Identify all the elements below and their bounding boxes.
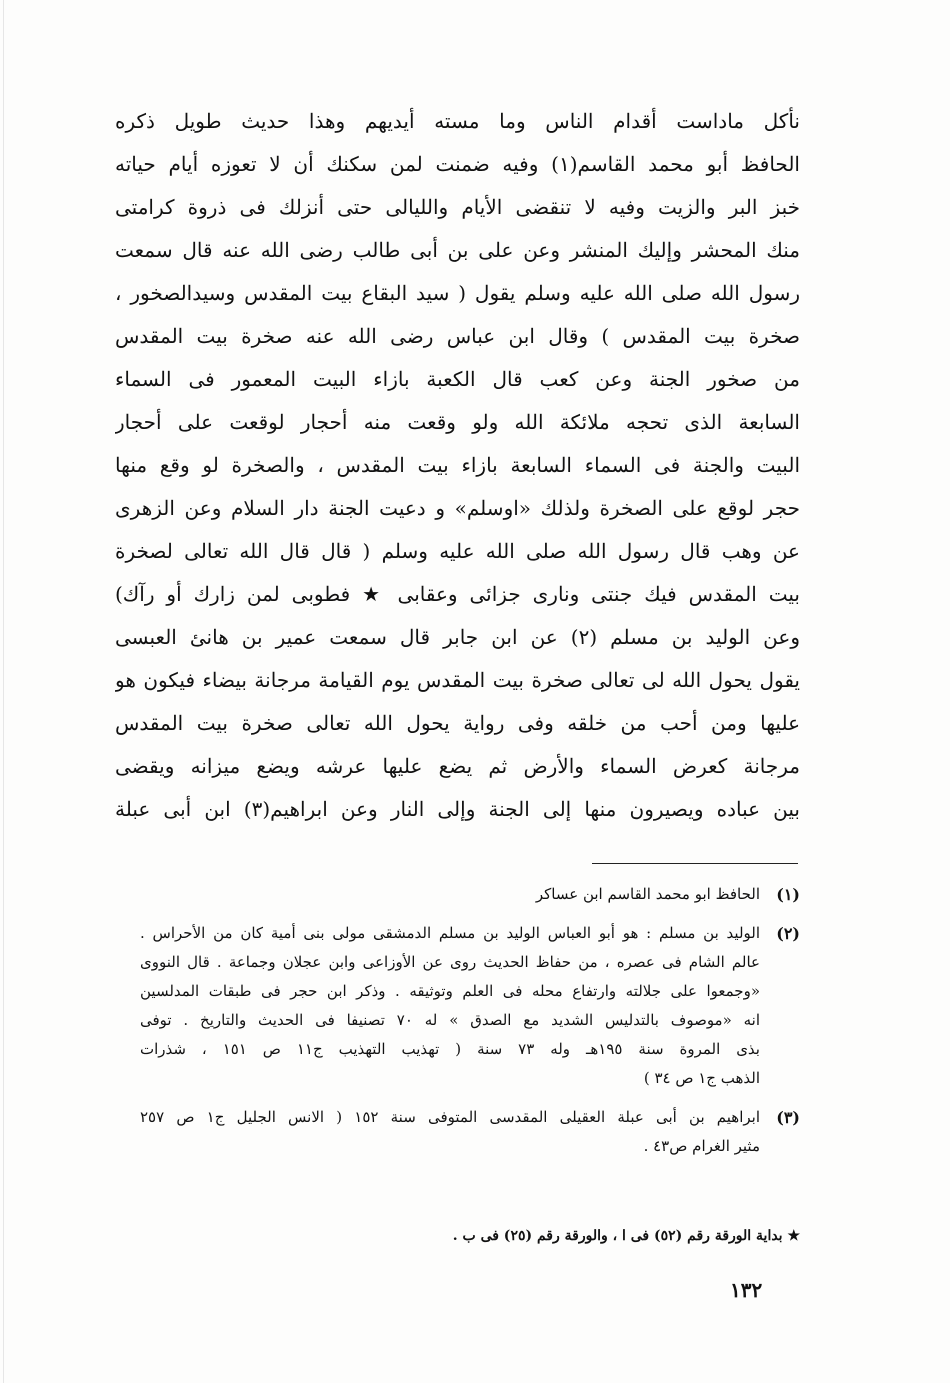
footnote-line: الوليد بن مسلم : هو أبو العباس الوليد بن مسلم الدمشقى مولى بنى أمية كان من الأحراس . (140, 924, 760, 942)
text-line: من صخور الجنة وعن كعب قال الكعبة بازاء البيت المعمور فى السماء (115, 367, 800, 391)
footnote-marker: (٣) (776, 1108, 800, 1127)
text-line: رسول الله صلى الله عليه وسلم يقول ( سيد البقاع بيت المقدس وسيدالصخور ، (115, 281, 800, 305)
text-line: الحافظ أبو محمد القاسم(١) وفيه ضمنت لمن سكنك أن لا تعوزه أيام حياته (115, 152, 800, 176)
footnote-3 (140, 1103, 800, 1161)
footnotes-block (140, 880, 800, 1171)
text-line: البيت والجنة فى السماء السابعة بازاء بيت المقدس ، والصخرة لو وقع منها (115, 453, 800, 477)
text-line: منك المحشر وإليك المنشر وعن على بن أبى طالب رضى الله عنه قال سمعت (115, 238, 800, 262)
text-line: بين عباده ويصيرون منها إلى الجنة وإلى النار وعن ابراهيم(٣) ابن أبى عبلة (115, 797, 800, 821)
footnote-line: بذى المروة سنة ١٩٥هـ وله ٧٣ سنة ( تهذيب التهذيب ج١١ ص ١٥١ ، شذرات (140, 1040, 760, 1058)
footnote-line: مثير الغرام ص٤٣ . (643, 1137, 760, 1155)
footnote-line: انه «موصوف بالتدليس الشديد مع الصدق » له ٧٠ تصنيفا فى الحديث والتاريخ . توفى (140, 1011, 760, 1029)
page-edge-shadow (3, 0, 4, 1383)
text-line: خبز البر والزيت وفيه لا تنقضى الأيام والليالى حتى أنزلك فى ذروة كرامتى (115, 195, 800, 219)
footnote-1 (140, 880, 800, 909)
main-text-block (115, 100, 800, 831)
footnote-separator-rule (592, 863, 798, 864)
text-line: نأكل ماداست أقدام الناس وما مسته أيديهم وهذا حديث طويل ذكره (115, 109, 800, 133)
text-line: مرجانة كعرض السماء والأرض ثم يضع عليها عرشه ويضع ميزانه ويقضى (115, 754, 800, 778)
text-line: يقول يحول الله لى تعالى صخرة بيت المقدس يوم القيامة مرجانة بيضاء فيكون هو (115, 668, 800, 692)
folio-note: ★ بداية الورقة رقم (٥٢) فى ا ، والورقة رقم (٢٥) فى ب . (452, 1228, 800, 1244)
text-line: السابعة الذى تحجه ملائكة الله ولو وقعت منه أحجار لوقعت على أحجار (115, 410, 800, 434)
text-line: صخرة بيت المقدس ) وقال ابن عباس رضى الله عنه صخرة بيت المقدس (115, 324, 800, 348)
footnote-line: عالم الشام فى عصره ، من حفاظ الحديث روى عن الأوزاعى وابن عجلان وجماعة . قال النووى (140, 953, 760, 971)
footnote-marker: (١) (776, 885, 800, 904)
footnote-line: «وجمعوا على جلالته وارتفاع محله فى العلم وتوثيقه . وذكر ابن حجر فى طبقات المدلسين (140, 982, 760, 1000)
footnote-2 (140, 919, 800, 1093)
footnote-line: الحافظ ابو محمد القاسم ابن عساكر (535, 885, 760, 903)
text-line: عليها ومن أحب من خلقه وفى رواية يحول الله تعالى صخرة بيت المقدس (115, 711, 800, 735)
footnote-marker: (٢) (776, 924, 800, 943)
text-line: حجر لوقع على الصخرة ولذلك «اوسلم» و دعيت الجنة دار السلام وعن الزهرى (115, 496, 800, 520)
page-number: ١٣٢ (730, 1278, 763, 1302)
footnote-line: الذهب ج١ ص ٣٤ ) (643, 1069, 760, 1087)
footnote-line: ابراهيم بن أبى عبلة العقيلى المقدسى المتوفى سنة ١٥٢ ( الانس الجليل ج١ ص ٢٥٧ (140, 1108, 760, 1126)
text-line: عن وهب قال رسول الله صلى الله عليه وسلم ( قال قال الله تعالى لصخرة (115, 539, 800, 563)
text-line: وعن الوليد بن مسلم (٢) عن ابن جابر قال سمعت عمير بن هانئ العبسى (115, 625, 800, 649)
text-line: بيت المقدس فيك جنتى ونارى جزائى وعقابى ★ فطوبى لمن زارك أو رآك) (115, 582, 800, 606)
